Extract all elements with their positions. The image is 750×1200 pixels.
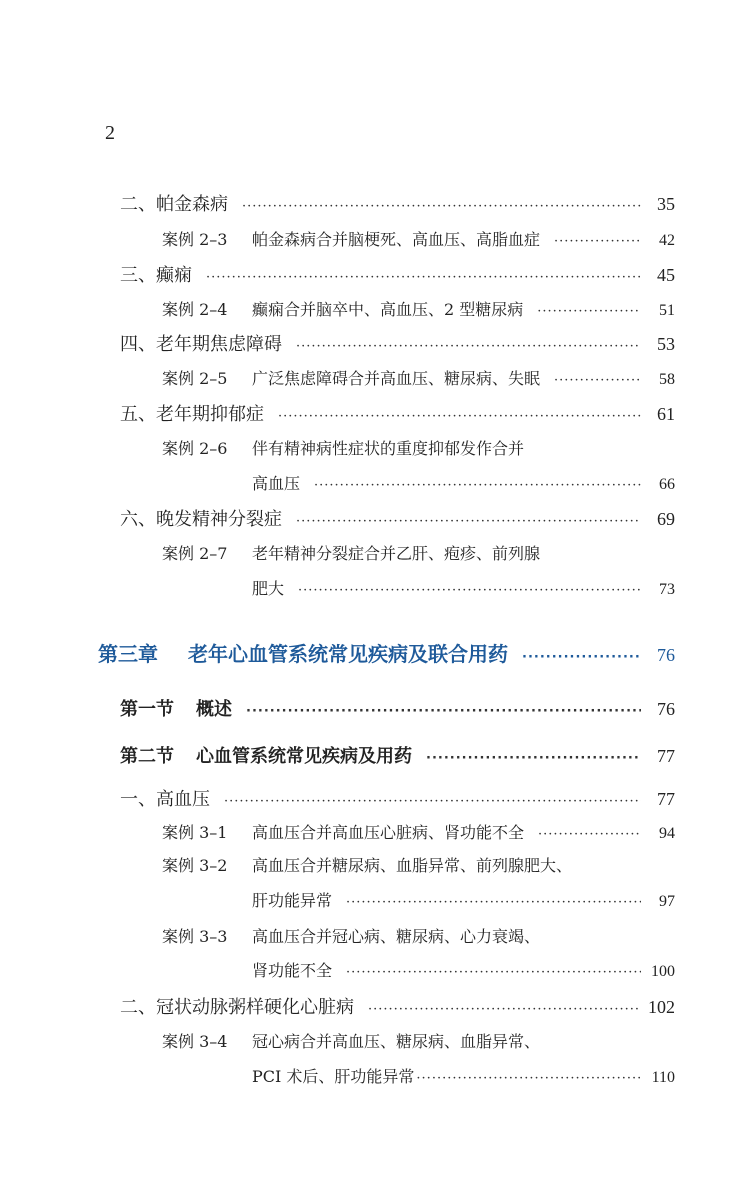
chapter-label xyxy=(98,638,508,667)
case-title: 高血压合并高血压心脏病、肾功能不全 xyxy=(252,823,525,842)
toc-page-number: 76 xyxy=(657,699,675,719)
toc-entry-label: 一、高血压 xyxy=(120,789,210,810)
toc-page-number: 76 xyxy=(657,645,675,665)
toc-page-number: 77 xyxy=(657,789,675,809)
toc-page-number: 51 xyxy=(659,302,675,319)
leader-dots xyxy=(296,339,641,354)
toc-page-number: 53 xyxy=(657,334,675,354)
leader-dots xyxy=(296,514,641,529)
toc-page-number: 102 xyxy=(648,997,675,1017)
case-tag: 案例 2–3 xyxy=(162,230,228,249)
toc-page-number: 77 xyxy=(657,746,675,766)
toc-entry-label: 五、老年期抑郁症 xyxy=(120,404,264,425)
toc-page-number: 35 xyxy=(657,194,675,214)
leader-dots xyxy=(554,373,641,388)
toc-case-entry-first-line[interactable] xyxy=(162,1029,540,1052)
case-title-continuation: 肝功能异常 xyxy=(252,891,333,910)
toc-page-number: 94 xyxy=(659,825,675,842)
toc-entry-label: 六、晚发精神分裂症 xyxy=(120,509,282,530)
section-number: 第一节 xyxy=(120,699,174,720)
toc-case-entry-continuation[interactable] xyxy=(252,1064,675,1087)
case-tag: 案例 3–1 xyxy=(162,823,228,842)
leader-dots xyxy=(346,895,641,910)
toc-case-entry-first-line[interactable] xyxy=(162,853,572,876)
toc-case-entry[interactable] xyxy=(162,297,675,320)
toc-case-entry-continuation[interactable] xyxy=(252,958,675,981)
case-label xyxy=(162,820,524,843)
case-tag: 案例 3–2 xyxy=(162,856,228,875)
case-title: 高血压合并糖尿病、血脂异常、前列腺肥大、 xyxy=(252,856,573,875)
leader-dots xyxy=(242,199,641,214)
toc-case-entry-first-line[interactable] xyxy=(162,436,524,459)
case-title-continuation: 肥大 xyxy=(252,579,285,598)
case-tag: 案例 2–6 xyxy=(162,439,228,458)
toc-case-entry-first-line[interactable] xyxy=(162,541,540,564)
toc-entry-label: 三、癫痫 xyxy=(120,265,192,286)
toc-page-number: 45 xyxy=(657,265,675,285)
case-tag: 案例 2–7 xyxy=(162,544,228,563)
toc-case-entry-continuation[interactable] xyxy=(252,888,675,911)
leader-dots xyxy=(346,965,641,980)
leader-dots xyxy=(206,270,641,285)
leader-dots xyxy=(246,704,641,719)
leader-dots xyxy=(538,827,641,842)
toc-page-number: 42 xyxy=(659,232,675,249)
case-tag: 案例 3–3 xyxy=(162,927,228,946)
section-label xyxy=(120,695,232,721)
case-title: 高血压合并冠心病、糖尿病、心力衰竭、 xyxy=(252,927,541,946)
toc-entry[interactable] xyxy=(120,261,675,287)
toc-entry[interactable] xyxy=(120,190,675,216)
toc-page-number: 110 xyxy=(651,1069,675,1086)
toc-entry-label: 四、老年期焦虑障碍 xyxy=(120,334,282,355)
case-tag: 案例 2–4 xyxy=(162,300,228,319)
toc-entry[interactable] xyxy=(120,785,675,811)
case-title-continuation: PCI 术后、肝功能异常 xyxy=(252,1067,415,1086)
leader-dots xyxy=(298,583,641,598)
case-tag: 案例 3–4 xyxy=(162,1032,228,1051)
toc-entry[interactable] xyxy=(120,400,675,426)
chapter-title: 老年心血管系统常见疾病及联合用药 xyxy=(188,642,508,666)
case-title: 伴有精神病性症状的重度抑郁发作合并 xyxy=(252,439,525,458)
section-number: 第二节 xyxy=(120,746,174,767)
leader-dots xyxy=(522,650,641,665)
leader-dots xyxy=(224,794,641,809)
page-number: 2 xyxy=(105,122,115,144)
section-label xyxy=(120,742,412,768)
toc-case-entry[interactable] xyxy=(162,227,675,250)
toc-entry[interactable] xyxy=(120,330,675,356)
case-title: 广泛焦虑障碍合并高血压、糖尿病、失眠 xyxy=(252,369,541,388)
toc-page-number: 61 xyxy=(657,404,675,424)
toc-page-number: 97 xyxy=(659,893,675,910)
toc-page-number: 58 xyxy=(659,371,675,388)
leader-dots xyxy=(554,234,641,249)
case-label xyxy=(162,366,540,389)
toc-section-entry[interactable] xyxy=(120,742,675,768)
case-title: 冠心病合并高血压、糖尿病、血脂异常、 xyxy=(252,1032,541,1051)
toc-chapter-entry[interactable] xyxy=(98,638,675,667)
chapter-number: 第三章 xyxy=(98,642,158,666)
case-title: 帕金森病合并脑梗死、高血压、高脂血症 xyxy=(252,230,541,249)
toc-page-number: 66 xyxy=(659,476,675,493)
leader-dots xyxy=(537,304,641,319)
toc-case-entry-continuation[interactable] xyxy=(252,576,675,599)
case-tag: 案例 2–5 xyxy=(162,369,228,388)
case-title: 癫痫合并脑卒中、高血压、2 型糖尿病 xyxy=(252,300,524,319)
leader-dots xyxy=(426,751,641,766)
toc-case-entry-continuation[interactable] xyxy=(252,471,675,494)
toc-entry[interactable] xyxy=(120,505,675,531)
case-title-continuation: 肾功能不全 xyxy=(252,961,333,980)
leader-dots xyxy=(368,1002,640,1017)
toc-page-number: 69 xyxy=(657,509,675,529)
toc-entry-label: 二、帕金森病 xyxy=(120,194,228,215)
toc-section-entry[interactable] xyxy=(120,695,675,721)
toc-page-number: 73 xyxy=(659,581,675,598)
case-label xyxy=(162,297,523,320)
case-label xyxy=(162,227,540,250)
case-title: 老年精神分裂症合并乙肝、疱疹、前列腺 xyxy=(252,544,541,563)
toc-case-entry[interactable] xyxy=(162,820,675,843)
toc-case-entry[interactable] xyxy=(162,366,675,389)
toc-page-number: 100 xyxy=(651,963,675,980)
leader-dots xyxy=(278,409,641,424)
leader-dots xyxy=(314,478,641,493)
section-title: 概述 xyxy=(196,699,232,720)
section-title: 心血管系统常见疾病及用药 xyxy=(196,746,412,767)
case-title-continuation: 高血压 xyxy=(252,474,301,493)
toc-entry-label: 二、冠状动脉粥样硬化心脏病 xyxy=(120,997,354,1018)
leader-dots xyxy=(416,1071,641,1086)
toc-case-entry-first-line[interactable] xyxy=(162,924,540,947)
toc-entry[interactable] xyxy=(120,993,675,1019)
